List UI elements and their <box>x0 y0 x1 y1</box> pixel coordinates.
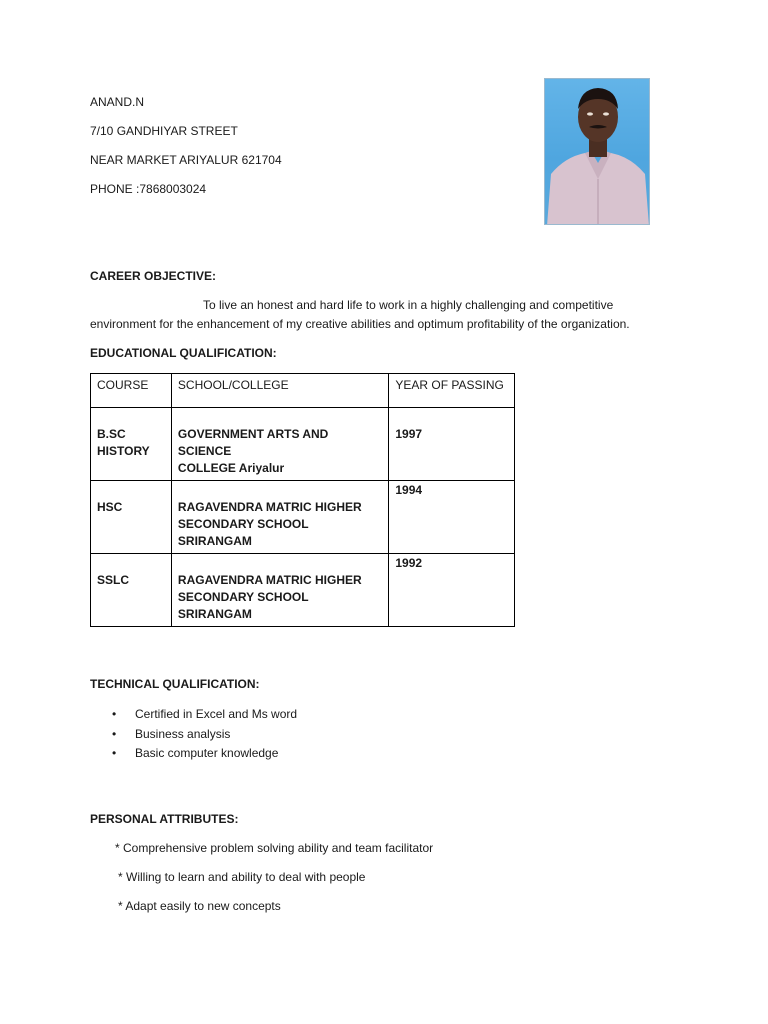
list-item-text: Business analysis <box>135 726 231 741</box>
course-line: SSLC <box>97 573 130 587</box>
address-line-1: 7/10 GANDHIYAR STREET <box>90 124 238 138</box>
table-row <box>91 554 515 627</box>
education-heading: EDUCATIONAL QUALIFICATION: <box>90 346 277 360</box>
person-portrait-icon <box>545 79 650 225</box>
course-line: HSC <box>97 500 123 514</box>
address-line-2: NEAR MARKET ARIYALUR 621704 <box>90 153 282 167</box>
school-cell <box>171 408 388 481</box>
career-objective-line-1: To live an honest and hard life to work in a highly challenging and competitive <box>203 298 614 312</box>
column-header-school: SCHOOL/COLLEGE <box>171 374 388 408</box>
school-line: RAGAVENDRA MATRIC HIGHER <box>177 500 362 514</box>
list-item-text: Certified in Excel and Ms word <box>135 707 298 721</box>
school-line: COLLEGE Ariyalur <box>177 461 285 475</box>
profile-photo <box>544 78 650 225</box>
personal-attributes-heading: PERSONAL ATTRIBUTES: <box>90 812 239 826</box>
career-objective-line-2: environment for the enhancement of my creative abilities and optimum profitability of the organization. <box>90 317 630 331</box>
bullet-icon: • <box>112 726 117 741</box>
course-cell <box>91 554 172 627</box>
table-header-row <box>91 374 515 408</box>
candidate-name: ANAND.N <box>90 95 145 109</box>
list-item-text: Basic computer knowledge <box>135 746 279 760</box>
career-objective-heading: CAREER OBJECTIVE: <box>90 269 217 283</box>
personal-attribute-item: * Adapt easily to new concepts <box>118 899 281 913</box>
technical-list <box>112 706 297 765</box>
personal-attribute-item: * Comprehensive problem solving ability and team facilitator <box>115 841 434 855</box>
education-table <box>90 373 515 627</box>
technical-heading: TECHNICAL QUALIFICATION: <box>90 677 260 691</box>
school-line: GOVERNMENT ARTS AND SCIENCE <box>177 427 329 458</box>
course-line: HISTORY <box>97 444 150 458</box>
course-cell <box>91 481 172 554</box>
course-cell <box>91 408 172 481</box>
year-cell: 1992 <box>389 554 515 627</box>
year-cell: 1994 <box>389 481 515 554</box>
school-line: SECONDARY SCHOOL SRIRANGAM <box>177 590 309 621</box>
table-row <box>91 481 515 554</box>
list-item <box>112 726 297 746</box>
table-row <box>91 408 515 481</box>
list-item <box>112 745 297 765</box>
year-cell: 1997 <box>389 408 515 481</box>
school-cell <box>171 554 388 627</box>
school-line: RAGAVENDRA MATRIC HIGHER <box>177 573 362 587</box>
bullet-icon: • <box>112 707 117 721</box>
phone-number: PHONE :7868003024 <box>90 182 207 196</box>
bullet-icon: • <box>112 746 117 760</box>
list-item <box>112 706 297 726</box>
course-line: B.SC <box>97 427 126 441</box>
column-header-course: COURSE <box>91 374 172 408</box>
column-header-year: YEAR OF PASSING <box>389 374 515 408</box>
personal-attribute-item: * Willing to learn and ability to deal with people <box>118 870 366 884</box>
school-cell <box>171 481 388 554</box>
school-line: SECONDARY SCHOOL SRIRANGAM <box>177 517 309 548</box>
